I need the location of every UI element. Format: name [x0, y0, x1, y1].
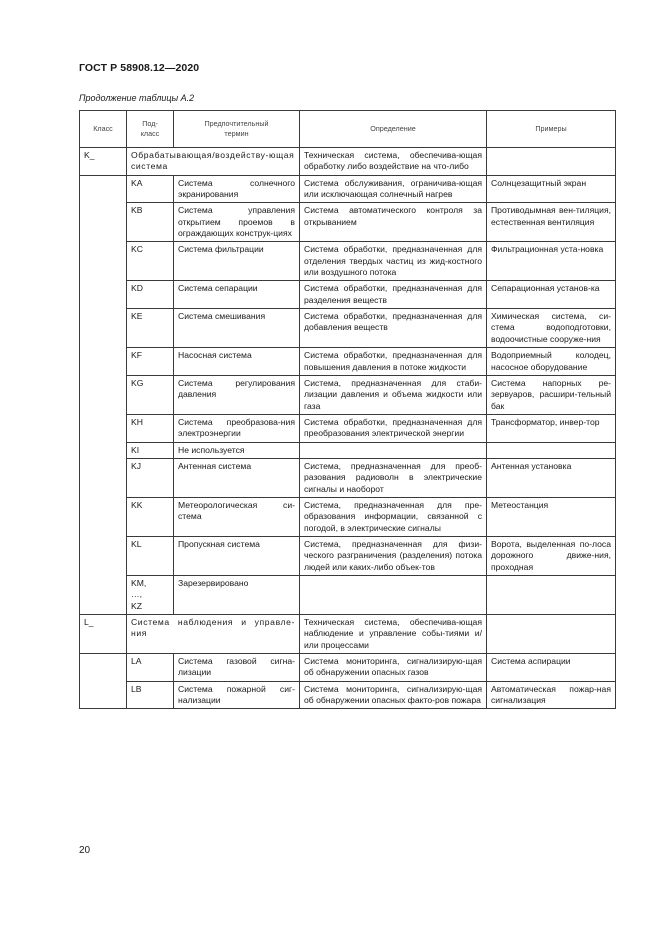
- class-definition: Техническая система, обеспечива-ющая наблюдение и управление собы-тиями и/или процессами: [300, 615, 487, 654]
- column-header-term: Предпочтительный термин: [174, 111, 300, 148]
- class-row: [80, 615, 616, 654]
- definition: [300, 442, 487, 458]
- preferred-term: Система фильтрации: [174, 242, 300, 281]
- subclass-code: KE: [127, 309, 174, 348]
- preferred-term: Антенная система: [174, 458, 300, 497]
- table-row: [80, 309, 616, 348]
- preferred-term: Система преобразова-ния электроэнергии: [174, 414, 300, 442]
- definition: Система обработки, предназначенная для добавления веществ: [300, 309, 487, 348]
- class-title: Система наблюдения и управле-ния: [127, 615, 300, 654]
- examples: Ворота, выделенная по-лоса дорожного движе-ния, проходная: [487, 536, 616, 575]
- examples: Сепарационная установ-ка: [487, 281, 616, 309]
- table-caption: Продолжение таблицы А.2: [79, 93, 195, 103]
- definition: Система обслуживания, ограничива-ющая или исключающая солнечный нагрев: [300, 175, 487, 203]
- examples: Антенная установка: [487, 458, 616, 497]
- class-examples: [487, 148, 616, 176]
- subclass-code: KF: [127, 348, 174, 376]
- preferred-term: Система регулирования давления: [174, 375, 300, 414]
- table-row: [80, 458, 616, 497]
- subclass-code: KC: [127, 242, 174, 281]
- table-row: [80, 681, 616, 709]
- class-definition: Техническая система, обеспечива-ющая обработку либо воздействие на что-либо: [300, 148, 487, 176]
- subclass-code: KH: [127, 414, 174, 442]
- definition: Система обработки, предназначенная для разделения веществ: [300, 281, 487, 309]
- preferred-term: Система солнечного экранирования: [174, 175, 300, 203]
- preferred-term: Зарезервировано: [174, 576, 300, 615]
- table-row: [80, 414, 616, 442]
- subclass-code: KA: [127, 175, 174, 203]
- preferred-term: Не используется: [174, 442, 300, 458]
- column-header-examples: Примеры: [487, 111, 616, 148]
- definition: Система мониторинга, сигнализирую-щая об обнаружении опасных газов: [300, 654, 487, 682]
- table-body: [80, 148, 616, 709]
- definition: Система автоматического контроля за открыванием: [300, 203, 487, 242]
- table-row: [80, 536, 616, 575]
- examples: Водоприемный колодец, насосное оборудование: [487, 348, 616, 376]
- document-code: ГОСТ Р 58908.12—2020: [79, 62, 200, 74]
- definition: [300, 576, 487, 615]
- column-header-subclass: Под- класс: [127, 111, 174, 148]
- table-header-row: [80, 111, 616, 148]
- preferred-term: Система сепарации: [174, 281, 300, 309]
- subclass-code: LB: [127, 681, 174, 709]
- examples: Трансформатор, инвер-тор: [487, 414, 616, 442]
- class-row: [80, 148, 616, 176]
- definition: Система мониторинга, сигнализирую-щая об обнаружении опасных факто-ров пожара: [300, 681, 487, 709]
- definition: Система обработки, предназначенная для повышения давления в потоке жидкости: [300, 348, 487, 376]
- classification-table: [79, 110, 616, 709]
- table-row: [80, 654, 616, 682]
- table-row: [80, 175, 616, 203]
- class-spacer-cell: [80, 654, 127, 709]
- examples: Метеостанция: [487, 497, 616, 536]
- table-row: [80, 281, 616, 309]
- subclass-code: KM, …, KZ: [127, 576, 174, 615]
- examples: Химическая система, си-стема водоподготовки, водоочистные сооруже-ния: [487, 309, 616, 348]
- examples: Солнцезащитный экран: [487, 175, 616, 203]
- preferred-term: Метеорологическая си-стема: [174, 497, 300, 536]
- examples: Система аспирации: [487, 654, 616, 682]
- subclass-code: LA: [127, 654, 174, 682]
- class-examples: [487, 615, 616, 654]
- table-row: [80, 375, 616, 414]
- preferred-term: Система управления открытием проемов в ограждающих конструк-циях: [174, 203, 300, 242]
- class-code: L_: [80, 615, 127, 654]
- examples: Фильтрационная уста-новка: [487, 242, 616, 281]
- subclass-code: KD: [127, 281, 174, 309]
- subclass-code: KB: [127, 203, 174, 242]
- examples: Система напорных ре-зервуаров, расшири-тельный бак: [487, 375, 616, 414]
- definition: Система, предназначенная для стаби-лизации давления и объема жидкости или газа: [300, 375, 487, 414]
- definition: Система, предназначенная для преоб-разования радиоволн в электрические сигналы и наоборот: [300, 458, 487, 497]
- table-row: [80, 242, 616, 281]
- column-header-class: Класс: [80, 111, 127, 148]
- examples: [487, 576, 616, 615]
- preferred-term: Система пожарной сиг-нализации: [174, 681, 300, 709]
- preferred-term: Система газовой сигна-лизации: [174, 654, 300, 682]
- column-header-definition: Определение: [300, 111, 487, 148]
- subclass-code: KL: [127, 536, 174, 575]
- examples: [487, 442, 616, 458]
- examples: Автоматическая пожар-ная сигнализация: [487, 681, 616, 709]
- preferred-term: Пропускная система: [174, 536, 300, 575]
- page-number: 20: [79, 845, 91, 856]
- table-row: [80, 442, 616, 458]
- subclass-code: KJ: [127, 458, 174, 497]
- definition: Система, предназначенная для физи-ческого разграничения (разделения) потока людей или каких-либо объек-тов: [300, 536, 487, 575]
- examples: Противодымная вен-тиляция, естественная вентиляция: [487, 203, 616, 242]
- table-row: [80, 497, 616, 536]
- subclass-code: KG: [127, 375, 174, 414]
- subclass-code: KI: [127, 442, 174, 458]
- table-row: [80, 203, 616, 242]
- class-code: K_: [80, 148, 127, 176]
- preferred-term: Насосная система: [174, 348, 300, 376]
- preferred-term: Система смешивания: [174, 309, 300, 348]
- definition: Система обработки, предназначенная для отделения твердых частиц из жид-костного или воздушного потока: [300, 242, 487, 281]
- definition: Система обработки, предназначенная для преобразования электрической энергии: [300, 414, 487, 442]
- table-row: [80, 576, 616, 615]
- class-title: Обрабатывающая/воздейству-ющая система: [127, 148, 300, 176]
- table-row: [80, 348, 616, 376]
- definition: Система, предназначенная для пре-образования информации, связанной с погодой, в электрические сигналы: [300, 497, 487, 536]
- class-spacer-cell: [80, 175, 127, 614]
- subclass-code: KK: [127, 497, 174, 536]
